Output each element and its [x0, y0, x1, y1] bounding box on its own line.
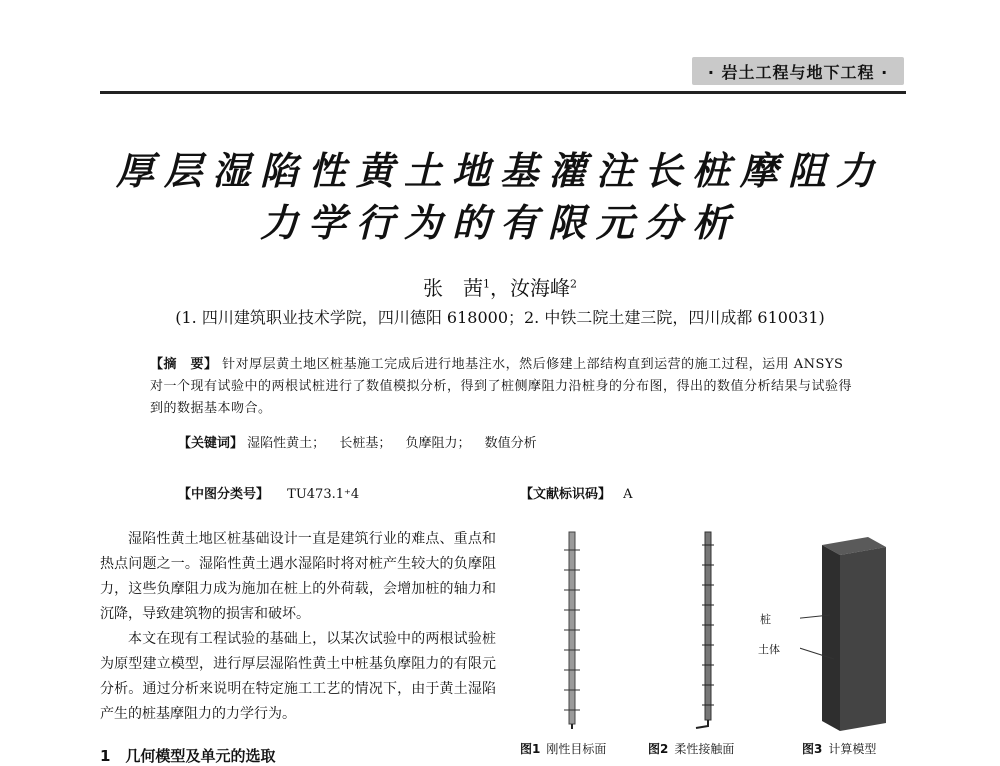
- keywords-label: 【关键词】: [178, 436, 244, 451]
- figure-1-caption: [520, 740, 606, 757]
- author-separator: ，: [490, 276, 510, 300]
- abstract-text: 针对厚层黄土地区桩基施工完成后进行地基注水，然后修建上部结构直到运营的施工过程，运用 ANSYS 对一个现有试验中的两根试桩进行了数值模拟分析，得到了桩侧摩阻力沿桩身的分布图，得出的数值分析结果与试验得到的数据基本吻合。: [150, 357, 853, 416]
- figure-3-caption: [802, 740, 876, 757]
- classification-label: 【中图分类号】: [178, 487, 270, 502]
- figure-3-caption-text: 计算模型: [828, 742, 877, 756]
- figure-3-soil-label: 土体: [758, 643, 780, 656]
- author-2: 汝海峰: [510, 276, 570, 300]
- paper-title-line-1: 厚层湿陷性黄土地基灌注长桩摩阻力: [115, 148, 884, 193]
- figure-1-rigid-target-surface: [552, 530, 592, 730]
- author-2-affil-mark: 2: [570, 277, 577, 291]
- keywords: [178, 432, 547, 451]
- document-code-label: 【文献标识码】: [520, 487, 612, 502]
- author-1-affil-mark: 1: [483, 277, 490, 291]
- classification-number: [178, 483, 359, 502]
- document-code: [520, 483, 633, 502]
- keyword: 数值分析: [484, 436, 537, 451]
- abstract: [150, 354, 858, 420]
- section-heading: 1 几何模型及单元的选取: [100, 747, 276, 765]
- abstract-label: 【摘 要】: [150, 357, 218, 372]
- figure-2-pile-shaft: [705, 532, 711, 720]
- figure-2-number: 图2: [648, 742, 669, 756]
- body-paragraph: 湿陷性黄土地区桩基础设计一直是建筑行业的难点、重点和热点问题之一。湿陷性黄土遇水湿陷时将对桩产生较大的负摩阻力，这些负摩阻力成为施加在桩上的外荷载，会增加桩的轴力和沉降，导致建筑物的损害和破坏。: [100, 531, 496, 622]
- paper-title-line-2: 力学行为的有限元分析: [259, 200, 740, 245]
- body-text: [100, 527, 496, 727]
- figure-2-caption: [648, 740, 734, 757]
- header-rule: [100, 91, 906, 94]
- keyword: 湿陷性黄土；: [247, 436, 326, 451]
- figure-2-caption-text: 柔性接触面: [674, 742, 735, 756]
- figure-1-pile-shaft: [569, 532, 575, 724]
- author-line: [0, 272, 1000, 301]
- body-paragraph: 本文在现有工程试验的基础上，以某次试验中的两根试验桩为原型建立模型，进行厚层湿陷性黄土中桩基负摩阻力的有限元分析。通过分析来说明在特定施工工艺的情况下，由于黄土湿陷产生的桩基摩阻力的力学行为。: [100, 631, 496, 722]
- author-1: 张 茜: [423, 276, 483, 300]
- figure-3-pile-label: 桩: [760, 613, 771, 626]
- document-code-value: A: [623, 487, 633, 502]
- figure-3-front-face: [840, 547, 886, 731]
- figure-1-caption-text: 刚性目标面: [546, 742, 607, 756]
- figure-2-flexible-contact-surface: [688, 530, 728, 730]
- figure-1-number: 图1: [520, 742, 541, 756]
- figure-3-left-face: [822, 545, 840, 731]
- keyword: 长桩基；: [339, 436, 392, 451]
- figure-3-computational-model: [800, 535, 890, 735]
- affiliations: (1. 四川建筑职业技术学院，四川德阳 618000；2. 中铁二院土建三院，四川成都 610031): [175, 308, 825, 327]
- keyword: 负摩阻力；: [405, 436, 471, 451]
- journal-section-tag: · 岩土工程与地下工程 ·: [692, 57, 904, 85]
- figure-3-number: 图3: [802, 742, 823, 756]
- classification-value: TU473.1⁺4: [287, 487, 360, 502]
